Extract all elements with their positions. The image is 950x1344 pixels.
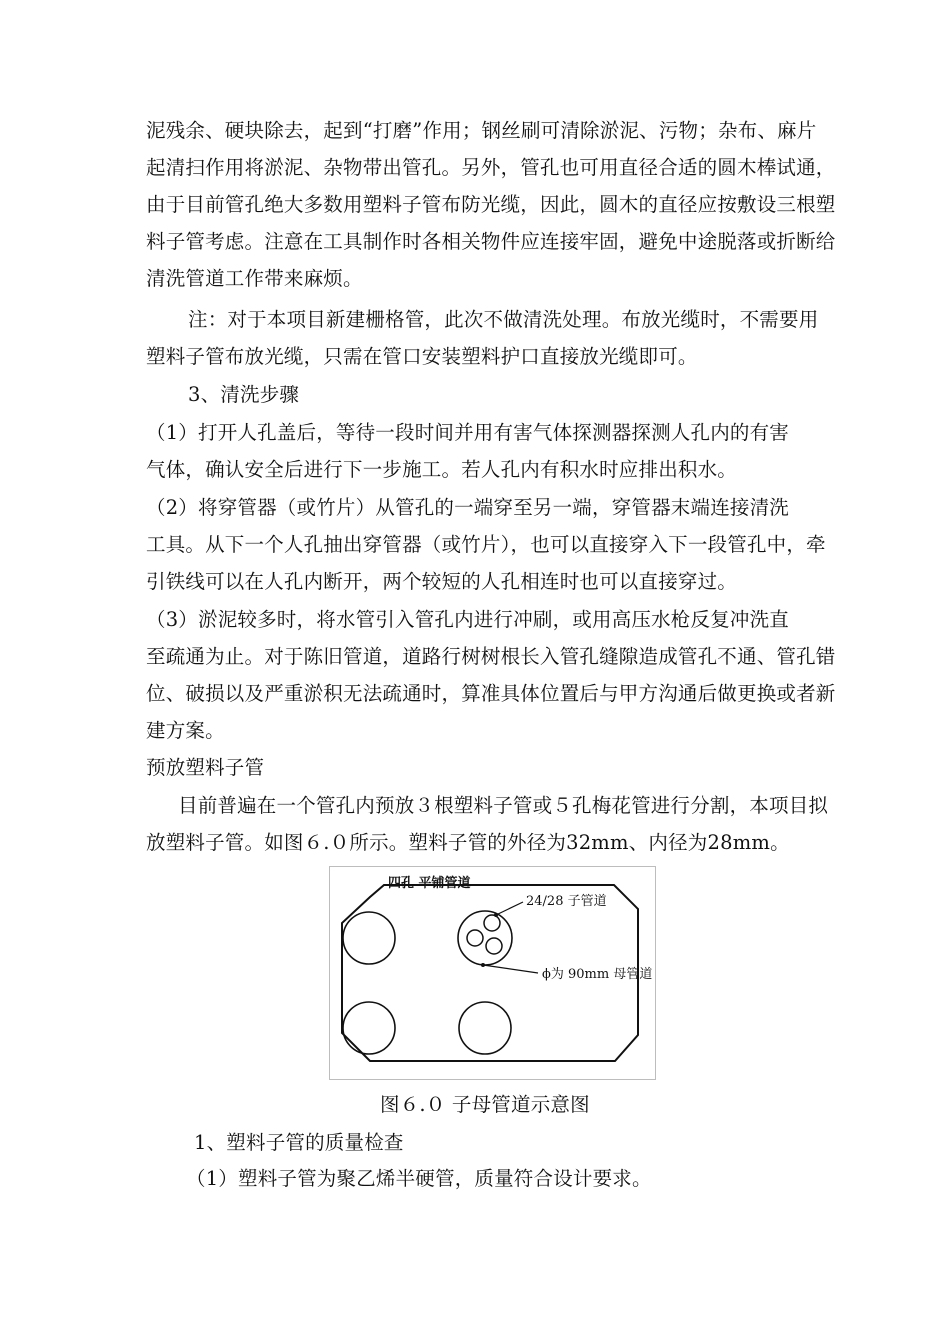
- step-line: 至疏通为止。对于陈旧管道，道路行树树根长入管孔缝隙造成管孔不通、管孔错: [146, 645, 836, 668]
- main-duct-leader-dot: [481, 963, 485, 967]
- step-line: 工具。从下一个人孔抽出穿管器（或竹片），也可以直接穿入下一段管孔中，牵: [146, 533, 826, 556]
- section-heading: 3、清洗步骤: [188, 383, 300, 406]
- step-line: 位、破损以及严重淤积无法疏通时，算准具体位置后与甲方沟通后做更换或者新: [146, 682, 836, 705]
- main-duct-label: ϕ为 90mm 母管道: [542, 967, 653, 982]
- sub-duct-2: [467, 930, 483, 946]
- note-line: 塑料子管布放光缆，只需在管口安装塑料护口直接放光缆即可。: [146, 345, 698, 368]
- text-line: 料子管考虑。注意在工具制作时各相关物件应连接牢固，避免中途脱落或折断给: [146, 230, 836, 253]
- duct-hole-bottom-left: [343, 1002, 395, 1054]
- duct-hole-top-left: [343, 912, 395, 964]
- sub-duct-leader-dot: [494, 913, 498, 917]
- figure-caption: 图６.０ 子母管道示意图: [380, 1093, 590, 1116]
- text-line: 放塑料子管。如图６.０所示。塑料子管的外径为32mm、内径为28mm。: [146, 831, 790, 854]
- step-line: 建方案。: [146, 719, 225, 742]
- text-line: 泥残余、硬块除去，起到“打磨”作用；钢丝刷可清除淤泥、污物；杂布、麻片: [146, 119, 817, 142]
- main-duct-leader: [483, 965, 538, 973]
- step-line: 气体，确认安全后进行下一步施工。若人孔内有积水时应排出积水。: [146, 458, 738, 481]
- text-line: 清洗管道工作带来麻烦。: [146, 267, 363, 290]
- figure-title: 四孔 平铺管道: [388, 876, 471, 891]
- text-line: 起清扫作用将淤泥、杂物带出管孔。另外，管孔也可用直径合适的圆木棒试通，: [146, 156, 836, 179]
- note-line: 注：对于本项目新建栅格管，此次不做清洗处理。布放光缆时，不需要用: [188, 308, 819, 331]
- sub-duct-leader: [496, 902, 523, 915]
- step-line: 引铁线可以在人孔内断开，两个较短的人孔相连时也可以直接穿过。: [146, 570, 738, 593]
- text-line: 由于目前管孔绝大多数用塑料子管布防光缆，因此，圆木的直径应按敷设三根塑: [146, 193, 836, 216]
- duct-hole-bottom-right: [459, 1002, 511, 1054]
- step-line: （2）将穿管器（或竹片）从管孔的一端穿至另一端，穿管器末端连接清洗: [146, 496, 790, 519]
- section-heading: 1、塑料子管的质量检查: [194, 1131, 404, 1154]
- text-line: 目前普遍在一个管孔内预放３根塑料子管或５孔梅花管进行分割，本项目拟: [178, 794, 829, 817]
- step-line: （1）打开人孔盖后，等待一段时间并用有害气体探测器探测人孔内的有害: [146, 421, 790, 444]
- step-line: （3）淤泥较多时，将水管引入管孔内进行冲刷，或用高压水枪反复冲洗直: [146, 608, 790, 631]
- sub-duct-1: [484, 915, 500, 931]
- sub-duct-3: [486, 938, 502, 954]
- sub-duct-label: 24/28 子管道: [526, 894, 607, 909]
- section-heading: 预放塑料子管: [146, 756, 265, 779]
- text-line: （1）塑料子管为聚乙烯半硬管，质量符合设计要求。: [186, 1167, 652, 1190]
- duct-diagram-figure: [329, 866, 656, 1080]
